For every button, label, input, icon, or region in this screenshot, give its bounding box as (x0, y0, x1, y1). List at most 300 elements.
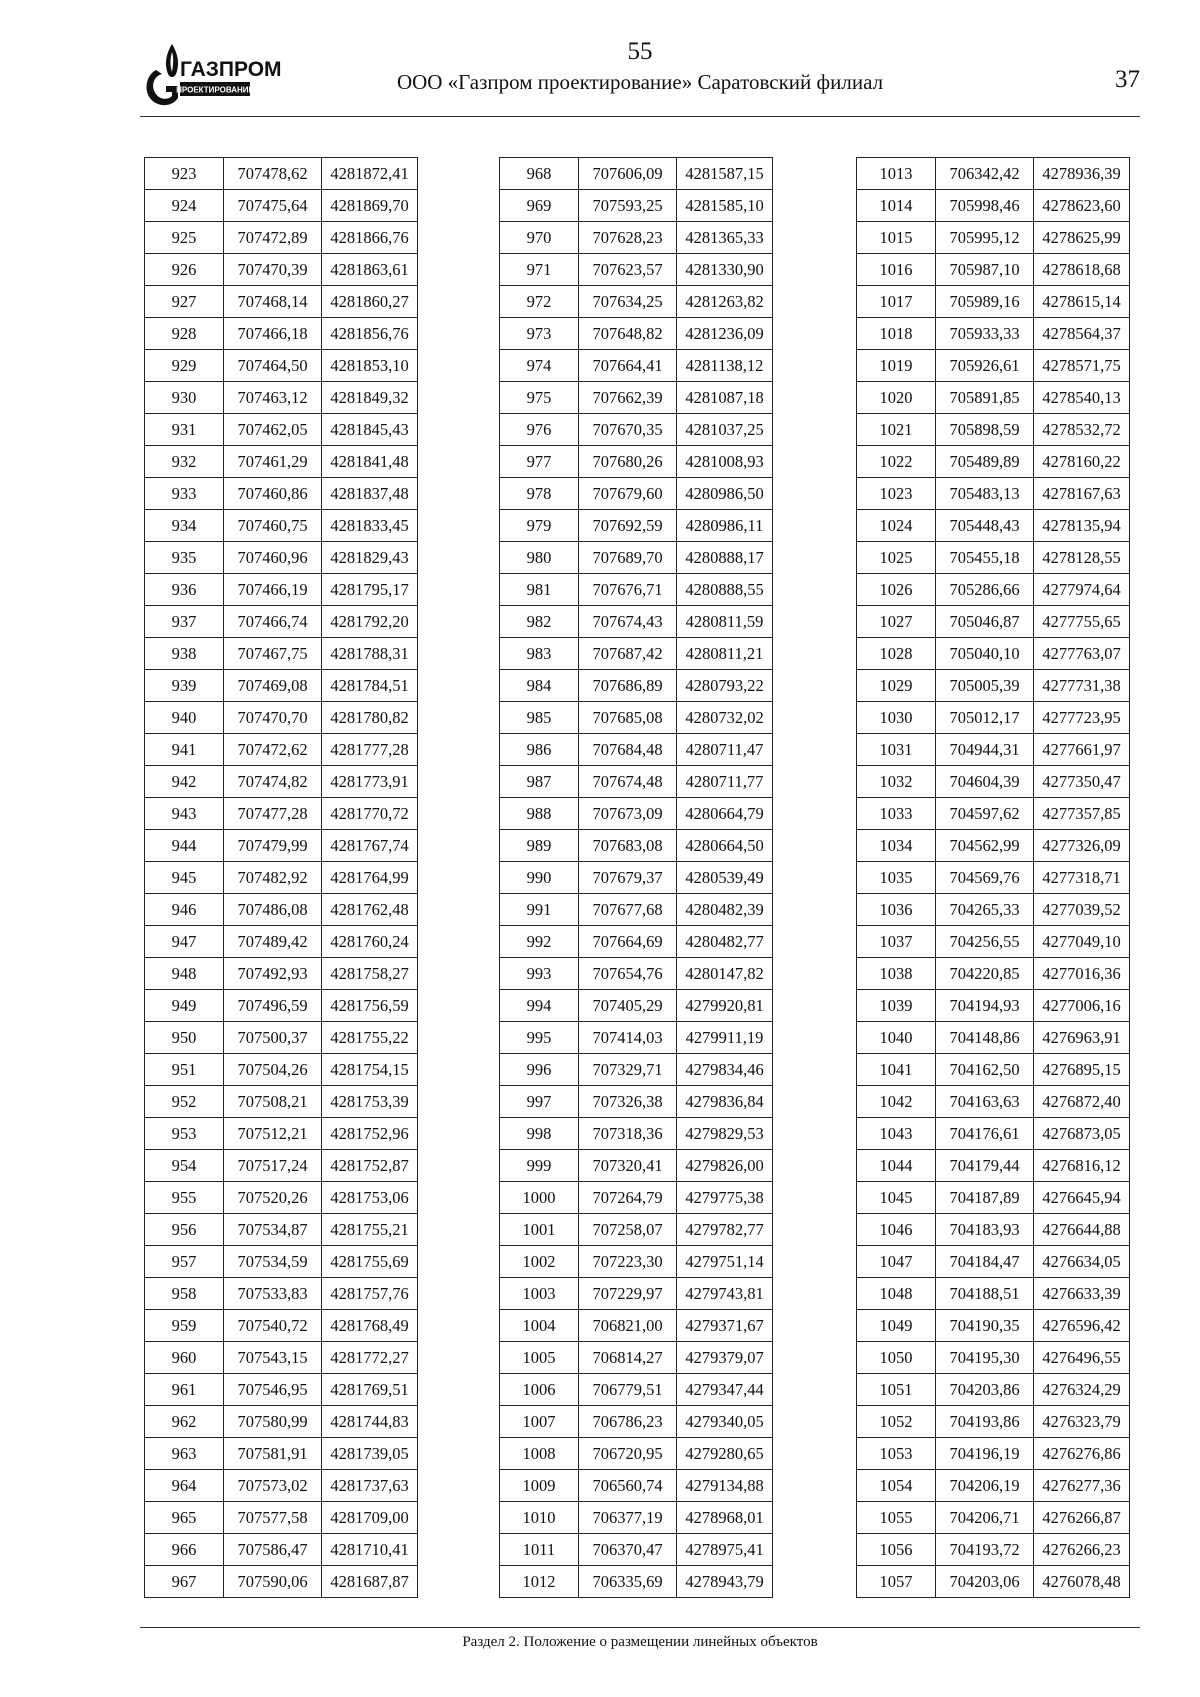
table-row (145, 1310, 418, 1342)
y-coordinate-cell: 4278167,63 (1034, 478, 1130, 510)
x-coordinate-cell: 705489,89 (936, 446, 1034, 478)
x-coordinate-cell: 704148,86 (936, 1022, 1034, 1054)
y-coordinate-cell: 4281863,61 (322, 254, 418, 286)
x-coordinate-cell: 707580,99 (224, 1406, 322, 1438)
y-coordinate-cell: 4280482,39 (677, 894, 773, 926)
table-row (145, 766, 418, 798)
table-row (500, 1150, 773, 1182)
y-coordinate-cell: 4277016,36 (1034, 958, 1130, 990)
x-coordinate-cell: 704187,89 (936, 1182, 1034, 1214)
table-row (857, 862, 1130, 894)
x-coordinate-cell: 704190,35 (936, 1310, 1034, 1342)
point-number-cell: 977 (500, 446, 579, 478)
point-number-cell: 1001 (500, 1214, 579, 1246)
table-row (145, 1054, 418, 1086)
point-number-cell: 1002 (500, 1246, 579, 1278)
point-number-cell: 967 (145, 1566, 224, 1598)
table-row (145, 478, 418, 510)
table-row (500, 1310, 773, 1342)
table-row (500, 1214, 773, 1246)
x-coordinate-cell: 707477,28 (224, 798, 322, 830)
point-number-cell: 1010 (500, 1502, 579, 1534)
table-row (145, 1150, 418, 1182)
y-coordinate-cell: 4281754,15 (322, 1054, 418, 1086)
point-number-cell: 958 (145, 1278, 224, 1310)
x-coordinate-cell: 705998,46 (936, 190, 1034, 222)
x-coordinate-cell: 707543,15 (224, 1342, 322, 1374)
table-row (857, 510, 1130, 542)
x-coordinate-cell: 706786,23 (579, 1406, 677, 1438)
y-coordinate-cell: 4278943,79 (677, 1566, 773, 1598)
table-row (857, 254, 1130, 286)
point-number-cell: 985 (500, 702, 579, 734)
x-coordinate-cell: 705898,59 (936, 414, 1034, 446)
y-coordinate-cell: 4281777,28 (322, 734, 418, 766)
x-coordinate-cell: 704203,86 (936, 1374, 1034, 1406)
x-coordinate-cell: 707581,91 (224, 1438, 322, 1470)
y-coordinate-cell: 4281755,22 (322, 1022, 418, 1054)
table-row (500, 1438, 773, 1470)
point-number-cell: 1012 (500, 1566, 579, 1598)
point-number-cell: 1039 (857, 990, 936, 1022)
y-coordinate-cell: 4279911,19 (677, 1022, 773, 1054)
y-coordinate-cell: 4280811,21 (677, 638, 773, 670)
table-row (857, 798, 1130, 830)
point-number-cell: 963 (145, 1438, 224, 1470)
point-number-cell: 962 (145, 1406, 224, 1438)
table-row (145, 830, 418, 862)
x-coordinate-cell: 707533,83 (224, 1278, 322, 1310)
table-row (857, 830, 1130, 862)
y-coordinate-cell: 4281788,31 (322, 638, 418, 670)
x-coordinate-cell: 707546,95 (224, 1374, 322, 1406)
table-row (500, 702, 773, 734)
table-row (500, 350, 773, 382)
x-coordinate-cell: 705933,33 (936, 318, 1034, 350)
x-coordinate-cell: 705448,43 (936, 510, 1034, 542)
y-coordinate-cell: 4281236,09 (677, 318, 773, 350)
point-number-cell: 969 (500, 190, 579, 222)
y-coordinate-cell: 4280888,17 (677, 542, 773, 574)
y-coordinate-cell: 4278564,37 (1034, 318, 1130, 350)
y-coordinate-cell: 4281780,82 (322, 702, 418, 734)
table-row (145, 1566, 418, 1598)
table-row (500, 1022, 773, 1054)
x-coordinate-cell: 705989,16 (936, 286, 1034, 318)
x-coordinate-cell: 704206,19 (936, 1470, 1034, 1502)
point-number-cell: 946 (145, 894, 224, 926)
table-row (145, 382, 418, 414)
y-coordinate-cell: 4280664,79 (677, 798, 773, 830)
table-row (857, 638, 1130, 670)
point-number-cell: 1045 (857, 1182, 936, 1214)
table-row (857, 542, 1130, 574)
x-coordinate-cell: 707628,23 (579, 222, 677, 254)
x-coordinate-cell: 707469,08 (224, 670, 322, 702)
table-row (145, 286, 418, 318)
x-coordinate-cell: 707577,58 (224, 1502, 322, 1534)
point-number-cell: 1051 (857, 1374, 936, 1406)
x-coordinate-cell: 707258,07 (579, 1214, 677, 1246)
table-row (857, 1278, 1130, 1310)
point-number-cell: 972 (500, 286, 579, 318)
table-row (500, 926, 773, 958)
y-coordinate-cell: 4281829,43 (322, 542, 418, 574)
x-coordinate-cell: 706342,42 (936, 158, 1034, 190)
x-coordinate-cell: 707517,24 (224, 1150, 322, 1182)
point-number-cell: 1046 (857, 1214, 936, 1246)
y-coordinate-cell: 4279826,00 (677, 1150, 773, 1182)
x-coordinate-cell: 707326,38 (579, 1086, 677, 1118)
x-coordinate-cell: 707662,39 (579, 382, 677, 414)
x-coordinate-cell: 707606,09 (579, 158, 677, 190)
table-row (500, 286, 773, 318)
table-row (145, 1470, 418, 1502)
table-row (857, 702, 1130, 734)
x-coordinate-cell: 707677,68 (579, 894, 677, 926)
x-coordinate-cell: 707482,92 (224, 862, 322, 894)
x-coordinate-cell: 707229,97 (579, 1278, 677, 1310)
footer-section-title: Раздел 2. Положение о размещении линейных объектов (462, 1634, 818, 1650)
point-number-cell: 975 (500, 382, 579, 414)
x-coordinate-cell: 707466,74 (224, 606, 322, 638)
table-row (500, 670, 773, 702)
point-number-cell: 996 (500, 1054, 579, 1086)
table-row (145, 862, 418, 894)
point-number-cell: 980 (500, 542, 579, 574)
coordinates-table-middle (499, 157, 773, 1598)
table-row (857, 478, 1130, 510)
point-number-cell: 1003 (500, 1278, 579, 1310)
x-coordinate-cell: 706814,27 (579, 1342, 677, 1374)
x-coordinate-cell: 707264,79 (579, 1182, 677, 1214)
x-coordinate-cell: 705995,12 (936, 222, 1034, 254)
point-number-cell: 1022 (857, 446, 936, 478)
y-coordinate-cell: 4278135,94 (1034, 510, 1130, 542)
point-number-cell: 1032 (857, 766, 936, 798)
x-coordinate-cell: 707496,59 (224, 990, 322, 1022)
table-row (857, 1246, 1130, 1278)
table-row (145, 1118, 418, 1150)
x-coordinate-cell: 707686,89 (579, 670, 677, 702)
point-number-cell: 1031 (857, 734, 936, 766)
table-row (145, 1246, 418, 1278)
x-coordinate-cell: 707405,29 (579, 990, 677, 1022)
point-number-cell: 925 (145, 222, 224, 254)
table-row (500, 510, 773, 542)
y-coordinate-cell: 4280732,02 (677, 702, 773, 734)
point-number-cell: 1006 (500, 1374, 579, 1406)
y-coordinate-cell: 4276645,94 (1034, 1182, 1130, 1214)
x-coordinate-cell: 707520,26 (224, 1182, 322, 1214)
x-coordinate-cell: 707460,75 (224, 510, 322, 542)
x-coordinate-cell: 707464,50 (224, 350, 322, 382)
point-number-cell: 1056 (857, 1534, 936, 1566)
table-row (145, 414, 418, 446)
table-row (145, 1438, 418, 1470)
x-coordinate-cell: 705483,13 (936, 478, 1034, 510)
y-coordinate-cell: 4276276,86 (1034, 1438, 1130, 1470)
point-number-cell: 1033 (857, 798, 936, 830)
point-number-cell: 930 (145, 382, 224, 414)
x-coordinate-cell: 707486,08 (224, 894, 322, 926)
table-row (145, 190, 418, 222)
y-coordinate-cell: 4278571,75 (1034, 350, 1130, 382)
x-coordinate-cell: 707684,48 (579, 734, 677, 766)
table-row (500, 1246, 773, 1278)
x-coordinate-cell: 707664,69 (579, 926, 677, 958)
point-number-cell: 936 (145, 574, 224, 606)
y-coordinate-cell: 4281769,51 (322, 1374, 418, 1406)
y-coordinate-cell: 4281772,27 (322, 1342, 418, 1374)
x-coordinate-cell: 707472,62 (224, 734, 322, 766)
point-number-cell: 1008 (500, 1438, 579, 1470)
x-coordinate-cell: 705926,61 (936, 350, 1034, 382)
table-row (145, 510, 418, 542)
x-coordinate-cell: 707320,41 (579, 1150, 677, 1182)
point-number-cell: 1049 (857, 1310, 936, 1342)
x-coordinate-cell: 707500,37 (224, 1022, 322, 1054)
y-coordinate-cell: 4281008,93 (677, 446, 773, 478)
y-coordinate-cell: 4281753,06 (322, 1182, 418, 1214)
table-row (145, 606, 418, 638)
x-coordinate-cell: 707534,59 (224, 1246, 322, 1278)
x-coordinate-cell: 707685,08 (579, 702, 677, 734)
y-coordinate-cell: 4277755,65 (1034, 606, 1130, 638)
y-coordinate-cell: 4280888,55 (677, 574, 773, 606)
organization-title: ООО «Газпром проектирование» Саратовский филиал (396, 70, 884, 94)
point-number-cell: 1034 (857, 830, 936, 862)
x-coordinate-cell: 707623,57 (579, 254, 677, 286)
y-coordinate-cell: 4279834,46 (677, 1054, 773, 1086)
x-coordinate-cell: 704162,50 (936, 1054, 1034, 1086)
sheet-number: 37 (1115, 66, 1140, 93)
x-coordinate-cell: 707654,76 (579, 958, 677, 990)
y-coordinate-cell: 4281756,59 (322, 990, 418, 1022)
point-number-cell: 1023 (857, 478, 936, 510)
y-coordinate-cell: 4277006,16 (1034, 990, 1130, 1022)
y-coordinate-cell: 4279775,38 (677, 1182, 773, 1214)
y-coordinate-cell: 4281263,82 (677, 286, 773, 318)
y-coordinate-cell: 4281841,48 (322, 446, 418, 478)
table-row (500, 478, 773, 510)
y-coordinate-cell: 4276596,42 (1034, 1310, 1130, 1342)
point-number-cell: 1036 (857, 894, 936, 926)
point-number-cell: 1030 (857, 702, 936, 734)
table-row (857, 766, 1130, 798)
y-coordinate-cell: 4281872,41 (322, 158, 418, 190)
table-row (857, 734, 1130, 766)
table-row (145, 1022, 418, 1054)
x-coordinate-cell: 707492,93 (224, 958, 322, 990)
y-coordinate-cell: 4281767,74 (322, 830, 418, 862)
point-number-cell: 984 (500, 670, 579, 702)
x-coordinate-cell: 707670,35 (579, 414, 677, 446)
y-coordinate-cell: 4278975,41 (677, 1534, 773, 1566)
x-coordinate-cell: 704188,51 (936, 1278, 1034, 1310)
x-coordinate-cell: 707512,21 (224, 1118, 322, 1150)
y-coordinate-cell: 4281760,24 (322, 926, 418, 958)
point-number-cell: 1050 (857, 1342, 936, 1374)
point-number-cell: 949 (145, 990, 224, 1022)
y-coordinate-cell: 4276078,48 (1034, 1566, 1130, 1598)
table-row (857, 222, 1130, 254)
table-row (500, 830, 773, 862)
table-row (857, 318, 1130, 350)
point-number-cell: 995 (500, 1022, 579, 1054)
table-row (500, 766, 773, 798)
table-row (500, 222, 773, 254)
x-coordinate-cell: 707470,70 (224, 702, 322, 734)
point-number-cell: 1011 (500, 1534, 579, 1566)
y-coordinate-cell: 4281138,12 (677, 350, 773, 382)
x-coordinate-cell: 707460,86 (224, 478, 322, 510)
table-row (145, 574, 418, 606)
point-number-cell: 997 (500, 1086, 579, 1118)
point-number-cell: 994 (500, 990, 579, 1022)
table-row (145, 158, 418, 190)
point-number-cell: 1017 (857, 286, 936, 318)
x-coordinate-cell: 707673,09 (579, 798, 677, 830)
x-coordinate-cell: 704944,31 (936, 734, 1034, 766)
y-coordinate-cell: 4280664,50 (677, 830, 773, 862)
table-row (500, 1566, 773, 1598)
y-coordinate-cell: 4280986,11 (677, 510, 773, 542)
point-number-cell: 1029 (857, 670, 936, 702)
point-number-cell: 1014 (857, 190, 936, 222)
table-row (857, 894, 1130, 926)
y-coordinate-cell: 4276873,05 (1034, 1118, 1130, 1150)
y-coordinate-cell: 4276963,91 (1034, 1022, 1130, 1054)
x-coordinate-cell: 707634,25 (579, 286, 677, 318)
x-coordinate-cell: 706821,00 (579, 1310, 677, 1342)
x-coordinate-cell: 706335,69 (579, 1566, 677, 1598)
y-coordinate-cell: 4281087,18 (677, 382, 773, 414)
x-coordinate-cell: 707489,42 (224, 926, 322, 958)
point-number-cell: 1007 (500, 1406, 579, 1438)
table-row (500, 1342, 773, 1374)
point-number-cell: 927 (145, 286, 224, 318)
point-number-cell: 957 (145, 1246, 224, 1278)
x-coordinate-cell: 707679,60 (579, 478, 677, 510)
point-number-cell: 973 (500, 318, 579, 350)
y-coordinate-cell: 4280482,77 (677, 926, 773, 958)
point-number-cell: 1024 (857, 510, 936, 542)
x-coordinate-cell: 705040,10 (936, 638, 1034, 670)
x-coordinate-cell: 707414,03 (579, 1022, 677, 1054)
point-number-cell: 983 (500, 638, 579, 670)
y-coordinate-cell: 4277974,64 (1034, 574, 1130, 606)
table-row (857, 670, 1130, 702)
y-coordinate-cell: 4276872,40 (1034, 1086, 1130, 1118)
y-coordinate-cell: 4276634,05 (1034, 1246, 1130, 1278)
table-row (500, 574, 773, 606)
point-number-cell: 1055 (857, 1502, 936, 1534)
y-coordinate-cell: 4279782,77 (677, 1214, 773, 1246)
y-coordinate-cell: 4279347,44 (677, 1374, 773, 1406)
table-row (500, 382, 773, 414)
table-row (145, 222, 418, 254)
table-row (857, 1406, 1130, 1438)
y-coordinate-cell: 4281585,10 (677, 190, 773, 222)
y-coordinate-cell: 4281773,91 (322, 766, 418, 798)
x-coordinate-cell: 707676,71 (579, 574, 677, 606)
y-coordinate-cell: 4281853,10 (322, 350, 418, 382)
point-number-cell: 961 (145, 1374, 224, 1406)
x-coordinate-cell: 704597,62 (936, 798, 1034, 830)
y-coordinate-cell: 4277049,10 (1034, 926, 1130, 958)
point-number-cell: 953 (145, 1118, 224, 1150)
table-row (145, 894, 418, 926)
footer-divider (140, 1627, 1140, 1628)
point-number-cell: 979 (500, 510, 579, 542)
table-row (857, 1566, 1130, 1598)
x-coordinate-cell: 707674,43 (579, 606, 677, 638)
table-row (857, 158, 1130, 190)
y-coordinate-cell: 4276277,36 (1034, 1470, 1130, 1502)
point-number-cell: 1026 (857, 574, 936, 606)
y-coordinate-cell: 4281739,05 (322, 1438, 418, 1470)
x-coordinate-cell: 706720,95 (579, 1438, 677, 1470)
table-row (145, 638, 418, 670)
table-row (857, 1374, 1130, 1406)
y-coordinate-cell: 4276266,87 (1034, 1502, 1130, 1534)
x-coordinate-cell: 707692,59 (579, 510, 677, 542)
y-coordinate-cell: 4278532,72 (1034, 414, 1130, 446)
point-number-cell: 947 (145, 926, 224, 958)
x-coordinate-cell: 707504,26 (224, 1054, 322, 1086)
point-number-cell: 933 (145, 478, 224, 510)
x-coordinate-cell: 707223,30 (579, 1246, 677, 1278)
x-coordinate-cell: 704604,39 (936, 766, 1034, 798)
y-coordinate-cell: 4281752,96 (322, 1118, 418, 1150)
y-coordinate-cell: 4280147,82 (677, 958, 773, 990)
table-row (500, 1118, 773, 1150)
y-coordinate-cell: 4277723,95 (1034, 702, 1130, 734)
x-coordinate-cell: 707468,14 (224, 286, 322, 318)
table-row (500, 542, 773, 574)
point-number-cell: 1016 (857, 254, 936, 286)
table-row (500, 1086, 773, 1118)
point-number-cell: 954 (145, 1150, 224, 1182)
y-coordinate-cell: 4277763,07 (1034, 638, 1130, 670)
table-row (145, 446, 418, 478)
y-coordinate-cell: 4280539,49 (677, 862, 773, 894)
y-coordinate-cell: 4281744,83 (322, 1406, 418, 1438)
point-number-cell: 951 (145, 1054, 224, 1086)
table-row (145, 1086, 418, 1118)
point-number-cell: 1037 (857, 926, 936, 958)
y-coordinate-cell: 4281365,33 (677, 222, 773, 254)
x-coordinate-cell: 707508,21 (224, 1086, 322, 1118)
point-number-cell: 990 (500, 862, 579, 894)
x-coordinate-cell: 707472,89 (224, 222, 322, 254)
y-coordinate-cell: 4281737,63 (322, 1470, 418, 1502)
y-coordinate-cell: 4280711,47 (677, 734, 773, 766)
y-coordinate-cell: 4276324,29 (1034, 1374, 1130, 1406)
point-number-cell: 989 (500, 830, 579, 862)
table-row (500, 1182, 773, 1214)
x-coordinate-cell: 705286,66 (936, 574, 1034, 606)
y-coordinate-cell: 4281860,27 (322, 286, 418, 318)
x-coordinate-cell: 707540,72 (224, 1310, 322, 1342)
table-row (145, 1502, 418, 1534)
y-coordinate-cell: 4278625,99 (1034, 222, 1130, 254)
logo-text-main: ГАЗПРОМ (180, 58, 282, 81)
y-coordinate-cell: 4279751,14 (677, 1246, 773, 1278)
y-coordinate-cell: 4276266,23 (1034, 1534, 1130, 1566)
point-number-cell: 1019 (857, 350, 936, 382)
